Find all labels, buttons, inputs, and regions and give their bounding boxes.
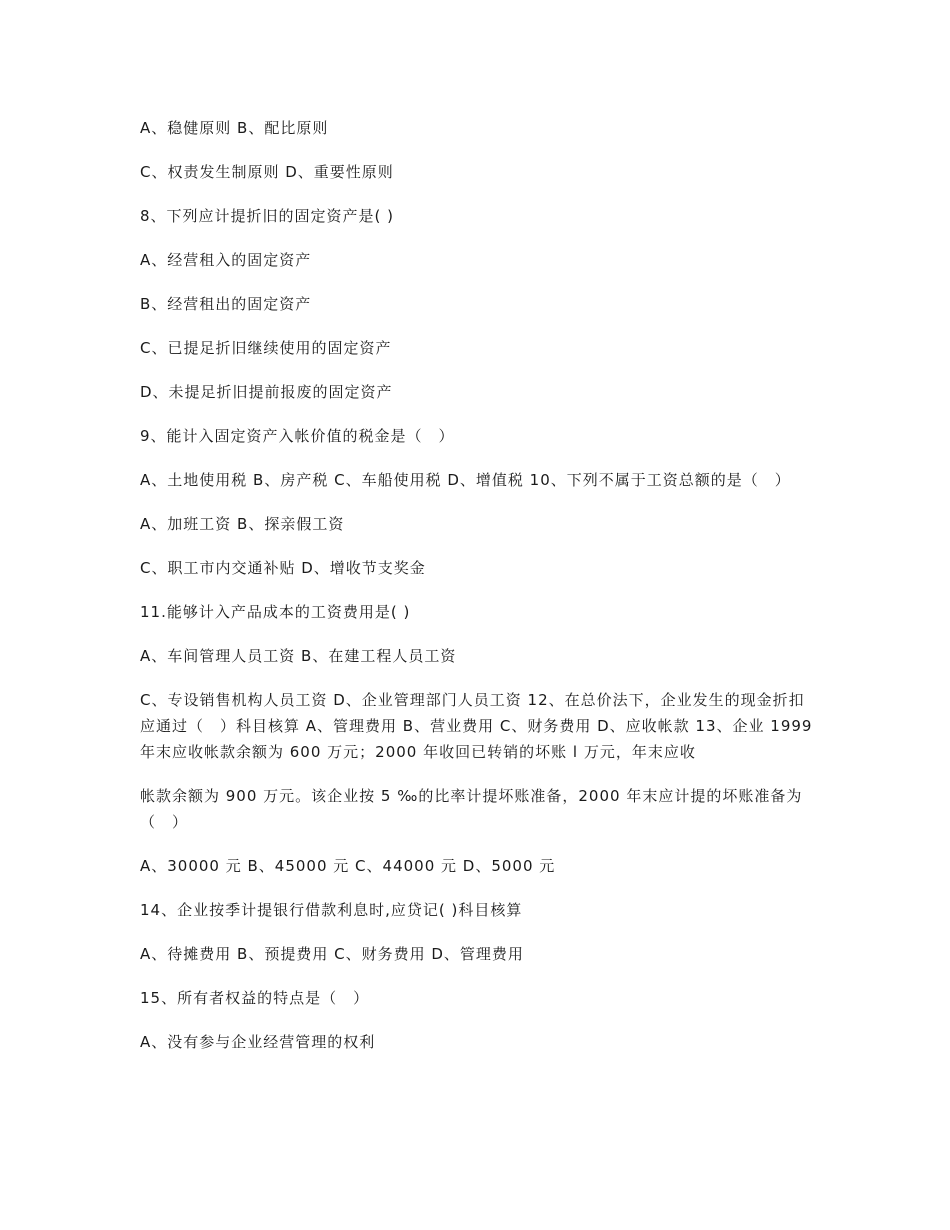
question-line: 9、能计入固定资产入帐价值的税金是（ ） — [140, 427, 455, 445]
option-line: A、加班工资 B、探亲假工资 — [140, 515, 345, 533]
text-line: A、土地使用税 B、房产税 C、车船使用税 D、增值税 10、下列不属于工资总额的是（ ） — [140, 471, 791, 489]
document-body — [140, 115, 818, 1073]
option-line: D、未提足折旧提前报废的固定资产 — [140, 383, 393, 401]
option-line: A、没有参与企业经营管理的权利 — [140, 1033, 376, 1051]
option-line: A、车间管理人员工资 B、在建工程人员工资 — [140, 647, 457, 665]
option-line: B、经营租出的固定资产 — [140, 295, 312, 313]
question-line: 15、所有者权益的特点是（ ） — [140, 989, 370, 1007]
question-line: 11.能够计入产品成本的工资费用是( ) — [140, 603, 411, 621]
option-line: C、职工市内交通补贴 D、增收节支奖金 — [140, 559, 426, 577]
text-line: 帐款余额为 900 万元。该企业按 5 ‰的比率计提坏账准备，2000 年末应计提的坏账准备为（ ） — [140, 787, 803, 831]
option-line: C、已提足折旧继续使用的固定资产 — [140, 339, 392, 357]
question-line: 14、企业按季计提银行借款利息时,应贷记( )科目核算 — [140, 901, 523, 919]
text-line: A、稳健原则 B、配比原则 — [140, 119, 329, 137]
option-line: A、待摊费用 B、预提费用 C、财务费用 D、管理费用 — [140, 945, 524, 963]
option-line: A、30000 元 B、45000 元 C、44000 元 D、5000 元 — [140, 857, 556, 875]
text-line: C、权责发生制原则 D、重要性原则 — [140, 163, 394, 181]
text-line: C、专设销售机构人员工资 D、企业管理部门人员工资 12、在总价法下，企业发生的现金折扣应通过（ ）科目核算 A、管理费用 B、营业费用 C、财务费用 D、应收帐款 13、企业 1999 年末应收帐款余额为 600 万元；2000 年收回已转销的坏账 l 万元，年末应收 — [140, 691, 813, 761]
option-line: A、经营租入的固定资产 — [140, 251, 312, 269]
question-line: 8、下列应计提折旧的固定资产是( ) — [140, 207, 395, 225]
